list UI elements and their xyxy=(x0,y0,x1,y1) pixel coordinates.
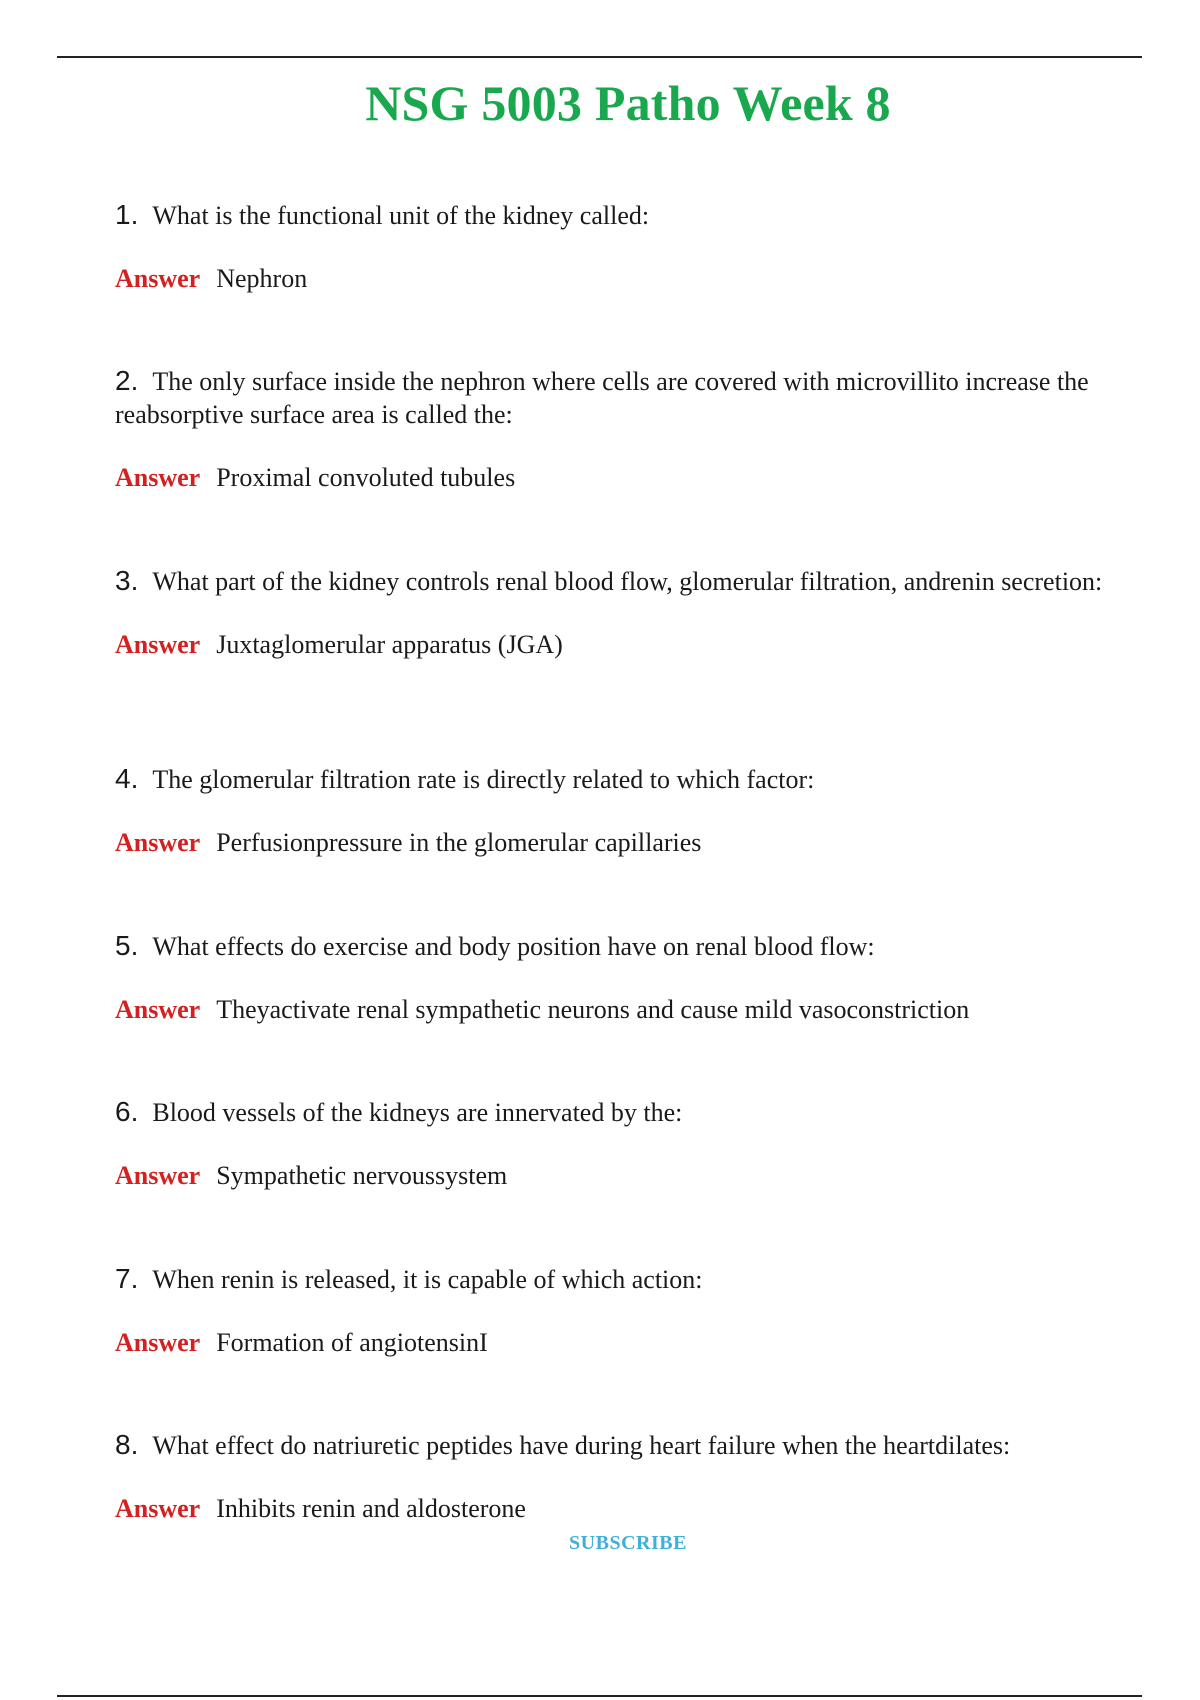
question-text: When renin is released, it is capable of which action: xyxy=(152,1265,703,1294)
qa-item xyxy=(115,1262,1130,1359)
question-text: What is the functional unit of the kidney called: xyxy=(152,201,650,230)
question xyxy=(115,1095,1130,1129)
qa-item xyxy=(115,1428,1130,1525)
question-text: The glomerular filtration rate is directly related to which factor: xyxy=(152,765,815,794)
answer-label: Answer xyxy=(115,463,201,492)
answer xyxy=(115,461,1130,494)
answer xyxy=(115,1159,1130,1192)
answer-label: Answer xyxy=(115,995,201,1024)
question xyxy=(115,929,1130,963)
answer-text: Proximal convoluted tubules xyxy=(216,463,516,492)
page-title: NSG 5003 Patho Week 8 xyxy=(365,75,891,131)
qa-item xyxy=(115,198,1130,295)
answer-label: Answer xyxy=(115,630,201,659)
answer-text: Sympathetic nervoussystem xyxy=(216,1161,508,1190)
qa-item xyxy=(115,564,1130,661)
answer-text: Theyactivate renal sympathetic neurons and cause mild vasoconstriction xyxy=(216,995,970,1024)
subscribe-link[interactable]: SUBSCRIBE xyxy=(569,1532,687,1554)
question-text: Blood vessels of the kidneys are innervated by the: xyxy=(152,1098,683,1127)
answer-text: Inhibits renin and aldosterone xyxy=(216,1494,526,1523)
question-text: What effect do natriuretic peptides have during heart failure when the heartdilates: xyxy=(152,1431,1011,1460)
question-number: 5. xyxy=(115,930,139,961)
answer xyxy=(115,993,1130,1026)
answer xyxy=(115,1492,1130,1525)
answer xyxy=(115,262,1130,295)
answer-text: Formation of angiotensinI xyxy=(216,1328,488,1357)
answer-label: Answer xyxy=(115,1328,201,1357)
answer-text: Perfusionpressure in the glomerular capillaries xyxy=(216,828,702,857)
question xyxy=(115,564,1130,598)
question xyxy=(115,1262,1130,1296)
question-text: The only surface inside the nephron where cells are covered with microvillito increase the reabsorptive surface area is called the: xyxy=(115,367,1089,429)
qa-item xyxy=(115,364,1130,494)
question-number: 3. xyxy=(115,565,139,596)
question-number: 7. xyxy=(115,1263,139,1294)
question-text: What part of the kidney controls renal blood flow, glomerular filtration, andrenin secretion: xyxy=(152,567,1103,596)
question-number: 6. xyxy=(115,1096,139,1127)
question xyxy=(115,1428,1130,1462)
answer-label: Answer xyxy=(115,1494,201,1523)
question-number: 2. xyxy=(115,365,139,396)
answer-label: Answer xyxy=(115,828,201,857)
question xyxy=(115,198,1130,232)
answer-label: Answer xyxy=(115,1161,201,1190)
question-number: 1. xyxy=(115,199,139,230)
answer-text: Juxtaglomerular apparatus (JGA) xyxy=(216,630,563,659)
question-number: 4. xyxy=(115,763,139,794)
answer-text: Nephron xyxy=(216,264,308,293)
answer xyxy=(115,826,1130,859)
qa-item xyxy=(115,929,1130,1026)
question-number: 8. xyxy=(115,1429,139,1460)
top-rule xyxy=(57,56,1142,58)
bottom-rule xyxy=(57,1695,1142,1697)
qa-item xyxy=(115,1095,1130,1192)
qa-item xyxy=(115,762,1130,859)
answer xyxy=(115,628,1130,661)
question xyxy=(115,762,1130,796)
answer-label: Answer xyxy=(115,264,201,293)
question xyxy=(115,364,1130,431)
answer xyxy=(115,1326,1130,1359)
question-text: What effects do exercise and body position have on renal blood flow: xyxy=(152,932,875,961)
